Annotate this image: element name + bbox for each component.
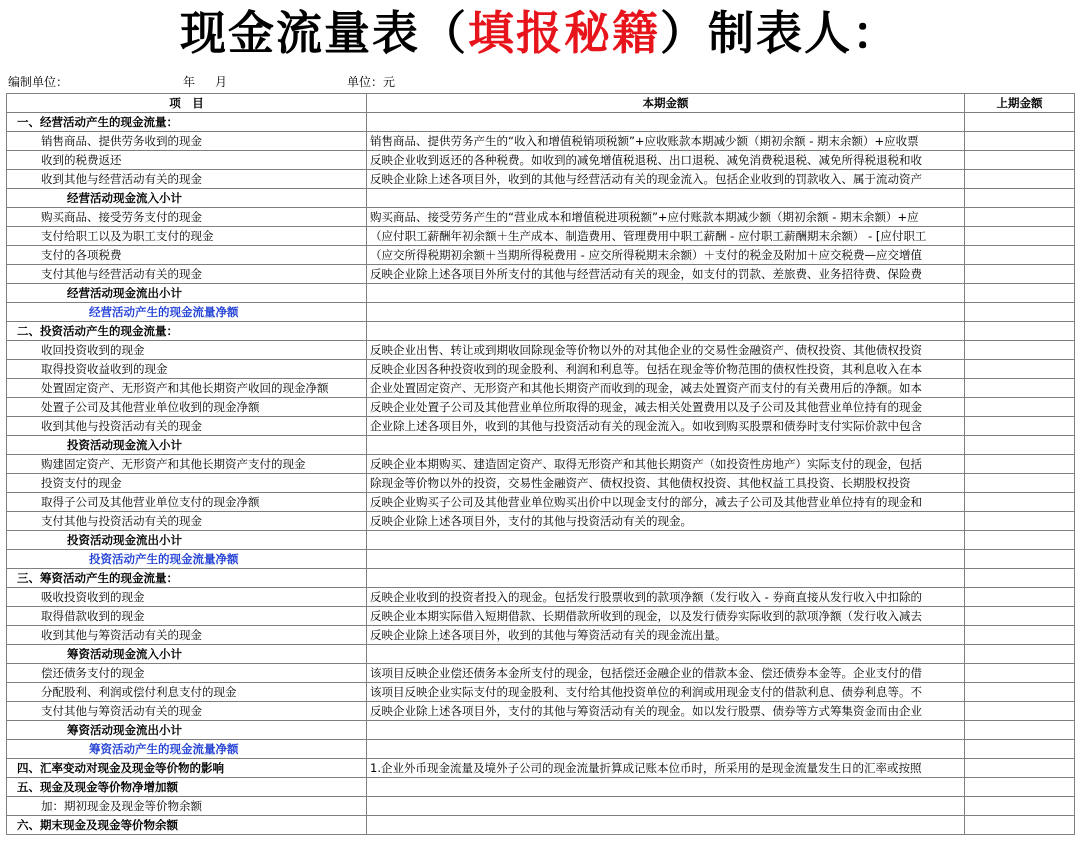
previous-amount-cell[interactable] bbox=[965, 417, 1075, 436]
row-item-label: 购买商品、接受劳务支付的现金 bbox=[7, 208, 367, 227]
previous-amount-cell[interactable] bbox=[965, 341, 1075, 360]
row-item-label: 三、筹资活动产生的现金流量： bbox=[7, 569, 367, 588]
current-amount-cell[interactable] bbox=[367, 436, 965, 455]
current-amount-cell[interactable] bbox=[367, 569, 965, 588]
row-item-label: 筹资活动现金流入小计 bbox=[7, 645, 367, 664]
current-amount-cell[interactable] bbox=[367, 721, 965, 740]
current-amount-cell[interactable] bbox=[367, 531, 965, 550]
current-amount-cell[interactable]: 反映企业除上述各项目外所支付的其他与经营活动有关的现金，如支付的罚款、差旅费、业务招待费、保险费 bbox=[367, 265, 965, 284]
row-item-label: 分配股利、利润或偿付利息支付的现金 bbox=[7, 683, 367, 702]
row-item-label: 取得子公司及其他营业单位支付的现金净额 bbox=[7, 493, 367, 512]
row-item-label: 投资活动现金流出小计 bbox=[7, 531, 367, 550]
table-row bbox=[7, 398, 1075, 417]
current-amount-cell[interactable] bbox=[367, 284, 965, 303]
current-amount-cell[interactable]: 该项目反映企业偿还债务本金所支付的现金，包括偿还金融企业的借款本金、偿还债券本金等。企业支付的借 bbox=[367, 664, 965, 683]
previous-amount-cell[interactable] bbox=[965, 398, 1075, 417]
table-row bbox=[7, 246, 1075, 265]
title-prefix: 现金流量表（ bbox=[180, 6, 468, 60]
table-row bbox=[7, 759, 1075, 778]
row-item-label: 投资支付的现金 bbox=[7, 474, 367, 493]
previous-amount-cell[interactable] bbox=[965, 740, 1075, 759]
previous-amount-cell[interactable] bbox=[965, 550, 1075, 569]
row-item-label: 经营活动现金流入小计 bbox=[7, 189, 367, 208]
table-row bbox=[7, 493, 1075, 512]
table-row bbox=[7, 303, 1075, 322]
row-item-label: 投资活动现金流入小计 bbox=[7, 436, 367, 455]
current-amount-cell[interactable]: 企业除上述各项目外，收到的其他与投资活动有关的现金流入。如收到购买股票和债券时支付实际价款中包含 bbox=[367, 417, 965, 436]
previous-amount-cell[interactable] bbox=[965, 607, 1075, 626]
table-row bbox=[7, 417, 1075, 436]
current-amount-cell[interactable]: 反映企业出售、转让或到期收回除现金等价物以外的对其他企业的交易性金融资产、债权投资、其他债权投资 bbox=[367, 341, 965, 360]
table-row bbox=[7, 170, 1075, 189]
table-row bbox=[7, 227, 1075, 246]
table-row bbox=[7, 284, 1075, 303]
row-item-label: 取得投资收益收到的现金 bbox=[7, 360, 367, 379]
table-row bbox=[7, 588, 1075, 607]
previous-amount-cell[interactable] bbox=[965, 436, 1075, 455]
row-item-label: 支付给职工以及为职工支付的现金 bbox=[7, 227, 367, 246]
previous-amount-cell[interactable] bbox=[965, 379, 1075, 398]
row-item-label: 二、投资活动产生的现金流量： bbox=[7, 322, 367, 341]
table-row bbox=[7, 740, 1075, 759]
table-row bbox=[7, 683, 1075, 702]
current-amount-cell[interactable] bbox=[367, 740, 965, 759]
table-row bbox=[7, 531, 1075, 550]
table-row bbox=[7, 512, 1075, 531]
previous-amount-cell[interactable] bbox=[965, 778, 1075, 797]
row-item-label: 收回投资收到的现金 bbox=[7, 341, 367, 360]
current-amount-cell[interactable]: 该项目反映企业实际支付的现金股利、支付给其他投资单位的利润或用现金支付的借款利息、债券利息等。不 bbox=[367, 683, 965, 702]
table-row bbox=[7, 341, 1075, 360]
previous-amount-cell[interactable] bbox=[965, 664, 1075, 683]
cash-flow-table bbox=[6, 93, 1075, 835]
previous-amount-cell[interactable] bbox=[965, 569, 1075, 588]
current-amount-cell[interactable]: （应付职工薪酬年初余额＋生产成本、制造费用、管理费用中职工薪酬 - 应付职工薪酬期末余额） - [应付职工 bbox=[367, 227, 965, 246]
previous-amount-cell[interactable] bbox=[965, 113, 1075, 132]
previous-amount-cell[interactable] bbox=[965, 626, 1075, 645]
row-item-label: 收到其他与投资活动有关的现金 bbox=[7, 417, 367, 436]
title-highlight: 填报秘籍 bbox=[468, 6, 660, 60]
header-current-amount: 本期金额 bbox=[367, 94, 965, 113]
current-amount-cell[interactable] bbox=[367, 816, 965, 835]
current-amount-cell[interactable]: 反映企业除上述各项目外，支付的其他与投资活动有关的现金。 bbox=[367, 512, 965, 531]
row-item-label: 购建固定资产、无形资产和其他长期资产支付的现金 bbox=[7, 455, 367, 474]
previous-amount-cell[interactable] bbox=[965, 455, 1075, 474]
table-row bbox=[7, 721, 1075, 740]
row-item-label: 经营活动现金流出小计 bbox=[7, 284, 367, 303]
current-amount-cell[interactable] bbox=[367, 322, 965, 341]
year-label: 年 bbox=[183, 75, 196, 89]
table-row bbox=[7, 113, 1075, 132]
row-item-label: 筹资活动现金流出小计 bbox=[7, 721, 367, 740]
page-title bbox=[0, 2, 1080, 64]
current-amount-cell[interactable]: 反映企业除上述各项目外，收到的其他与经营活动有关的现金流入。包括企业收到的罚款收入、属于流动资产 bbox=[367, 170, 965, 189]
table-row bbox=[7, 265, 1075, 284]
row-item-label: 经营活动产生的现金流量净额 bbox=[7, 303, 367, 322]
table-row bbox=[7, 208, 1075, 227]
row-item-label: 筹资活动产生的现金流量净额 bbox=[7, 740, 367, 759]
table-row bbox=[7, 550, 1075, 569]
row-item-label: 加：期初现金及现金等价物余额 bbox=[7, 797, 367, 816]
table-row bbox=[7, 797, 1075, 816]
current-amount-cell[interactable]: 反映企业处置子公司及其他营业单位所取得的现金，减去相关处置费用以及子公司及其他营业单位持有的现金 bbox=[367, 398, 965, 417]
current-amount-cell[interactable]: 反映企业除上述各项目外，收到的其他与筹资活动有关的现金流出量。 bbox=[367, 626, 965, 645]
previous-amount-cell[interactable] bbox=[965, 265, 1075, 284]
previous-amount-cell[interactable] bbox=[965, 645, 1075, 664]
row-item-label: 偿还债务支付的现金 bbox=[7, 664, 367, 683]
previous-amount-cell[interactable] bbox=[965, 151, 1075, 170]
row-item-label: 取得借款收到的现金 bbox=[7, 607, 367, 626]
row-item-label: 处置子公司及其他营业单位收到的现金净额 bbox=[7, 398, 367, 417]
previous-amount-cell[interactable] bbox=[965, 132, 1075, 151]
header-item: 项 目 bbox=[7, 94, 367, 113]
table-row bbox=[7, 816, 1075, 835]
table-row bbox=[7, 379, 1075, 398]
table-row bbox=[7, 322, 1075, 341]
row-item-label: 收到其他与筹资活动有关的现金 bbox=[7, 626, 367, 645]
table-row bbox=[7, 569, 1075, 588]
table-row bbox=[7, 436, 1075, 455]
row-item-label: 一、经营活动产生的现金流量： bbox=[7, 113, 367, 132]
previous-amount-cell[interactable] bbox=[965, 208, 1075, 227]
table-row bbox=[7, 626, 1075, 645]
previous-amount-cell[interactable] bbox=[965, 170, 1075, 189]
table-row bbox=[7, 360, 1075, 379]
current-amount-cell[interactable]: 企业处置固定资产、无形资产和其他长期资产而收到的现金，减去处置资产而支付的有关费用后的净额。如本 bbox=[367, 379, 965, 398]
row-item-label: 支付其他与筹资活动有关的现金 bbox=[7, 702, 367, 721]
current-amount-cell[interactable]: 反映企业收到返还的各种税费。如收到的减免增值税退税、出口退税、减免消费税退税、减免所得税退税和收 bbox=[367, 151, 965, 170]
row-item-label: 吸收投资收到的现金 bbox=[7, 588, 367, 607]
header-previous-amount: 上期金额 bbox=[965, 94, 1075, 113]
previous-amount-cell[interactable] bbox=[965, 227, 1075, 246]
current-amount-cell[interactable]: （应交所得税期初余额＋当期所得税费用 - 应交所得税期末余额）＋支付的税金及附加＋应交税费—应交增值 bbox=[367, 246, 965, 265]
previous-amount-cell[interactable] bbox=[965, 721, 1075, 740]
previous-amount-cell[interactable] bbox=[965, 189, 1075, 208]
previous-amount-cell[interactable] bbox=[965, 702, 1075, 721]
previous-amount-cell[interactable] bbox=[965, 683, 1075, 702]
current-amount-cell[interactable]: 反映企业除上述各项目外，支付的其他与筹资活动有关的现金。如以发行股票、债券等方式筹集资金而由企业 bbox=[367, 702, 965, 721]
previous-amount-cell[interactable] bbox=[965, 474, 1075, 493]
current-amount-cell[interactable]: 反映企业因各种投资收到的现金股利、利润和利息等。包括在现金等价物范围的债权性投资，其利息收入在本 bbox=[367, 360, 965, 379]
currency-unit-label: 单位：元 bbox=[347, 75, 396, 89]
previous-amount-cell[interactable] bbox=[965, 303, 1075, 322]
table-row bbox=[7, 189, 1075, 208]
month-label: 月 bbox=[215, 75, 228, 89]
current-amount-cell[interactable]: 1.企业外币现金流量及境外子公司的现金流量折算成记账本位币时，所采用的是现金流量发生日的汇率或按照 bbox=[367, 759, 965, 778]
previous-amount-cell[interactable] bbox=[965, 360, 1075, 379]
previous-amount-cell[interactable] bbox=[965, 246, 1075, 265]
table-row bbox=[7, 778, 1075, 797]
previous-amount-cell[interactable] bbox=[965, 816, 1075, 835]
current-amount-cell[interactable] bbox=[367, 797, 965, 816]
table-row bbox=[7, 645, 1075, 664]
row-item-label: 销售商品、提供劳务收到的现金 bbox=[7, 132, 367, 151]
current-amount-cell[interactable] bbox=[367, 303, 965, 322]
table-row bbox=[7, 607, 1075, 626]
row-item-label: 五、现金及现金等价物净增加额 bbox=[7, 778, 367, 797]
row-item-label: 收到其他与经营活动有关的现金 bbox=[7, 170, 367, 189]
row-item-label: 六、期末现金及现金等价物余额 bbox=[7, 816, 367, 835]
current-amount-cell[interactable]: 反映企业收到的投资者投入的现金。包括发行股票收到的款项净额（发行收入 - 券商直接从发行收入中扣除的 bbox=[367, 588, 965, 607]
title-suffix: ）制表人： bbox=[660, 6, 900, 60]
previous-amount-cell[interactable] bbox=[965, 284, 1075, 303]
row-item-label: 支付其他与经营活动有关的现金 bbox=[7, 265, 367, 284]
current-amount-cell[interactable]: 反映企业本期购买、建造固定资产、取得无形资产和其他长期资产（如投资性房地产）实际支付的现金，包括 bbox=[367, 455, 965, 474]
current-amount-cell[interactable] bbox=[367, 550, 965, 569]
table-row bbox=[7, 151, 1075, 170]
row-item-label: 处置固定资产、无形资产和其他长期资产收回的现金净额 bbox=[7, 379, 367, 398]
previous-amount-cell[interactable] bbox=[965, 512, 1075, 531]
table-header-row bbox=[7, 94, 1075, 113]
current-amount-cell[interactable] bbox=[367, 645, 965, 664]
previous-amount-cell[interactable] bbox=[965, 322, 1075, 341]
table-row bbox=[7, 455, 1075, 474]
previous-amount-cell[interactable] bbox=[965, 588, 1075, 607]
current-amount-cell[interactable]: 销售商品、提供劳务产生的“收入和增值税销项税额”+应收账款本期减少额（期初余额 - 期末余额）+应收票 bbox=[367, 132, 965, 151]
table-row bbox=[7, 664, 1075, 683]
current-amount-cell[interactable]: 反映企业本期实际借入短期借款、长期借款所收到的现金，以及发行债券实际收到的款项净额（发行收入减去 bbox=[367, 607, 965, 626]
table-row bbox=[7, 702, 1075, 721]
table-row bbox=[7, 474, 1075, 493]
current-amount-cell[interactable] bbox=[367, 113, 965, 132]
row-item-label: 四、汇率变动对现金及现金等价物的影响 bbox=[7, 759, 367, 778]
previous-amount-cell[interactable] bbox=[965, 531, 1075, 550]
current-amount-cell[interactable]: 反映企业购买子公司及其他营业单位购买出价中以现金支付的部分，减去子公司及其他营业单位持有的现金和 bbox=[367, 493, 965, 512]
previous-amount-cell[interactable] bbox=[965, 759, 1075, 778]
row-item-label: 投资活动产生的现金流量净额 bbox=[7, 550, 367, 569]
current-amount-cell[interactable]: 除现金等价物以外的投资，交易性金融资产、债权投资、其他债权投资、其他权益工具投资、长期股权投资 bbox=[367, 474, 965, 493]
current-amount-cell[interactable] bbox=[367, 778, 965, 797]
current-amount-cell[interactable]: 购买商品、接受劳务产生的“营业成本和增值税进项税额”+应付账款本期减少额（期初余额 - 期末余额）+应 bbox=[367, 208, 965, 227]
previous-amount-cell[interactable] bbox=[965, 797, 1075, 816]
current-amount-cell[interactable] bbox=[367, 189, 965, 208]
row-item-label: 收到的税费返还 bbox=[7, 151, 367, 170]
row-item-label: 支付其他与投资活动有关的现金 bbox=[7, 512, 367, 531]
previous-amount-cell[interactable] bbox=[965, 493, 1075, 512]
compiling-unit-label: 编制单位： bbox=[8, 75, 69, 89]
table-row bbox=[7, 132, 1075, 151]
row-item-label: 支付的各项税费 bbox=[7, 246, 367, 265]
